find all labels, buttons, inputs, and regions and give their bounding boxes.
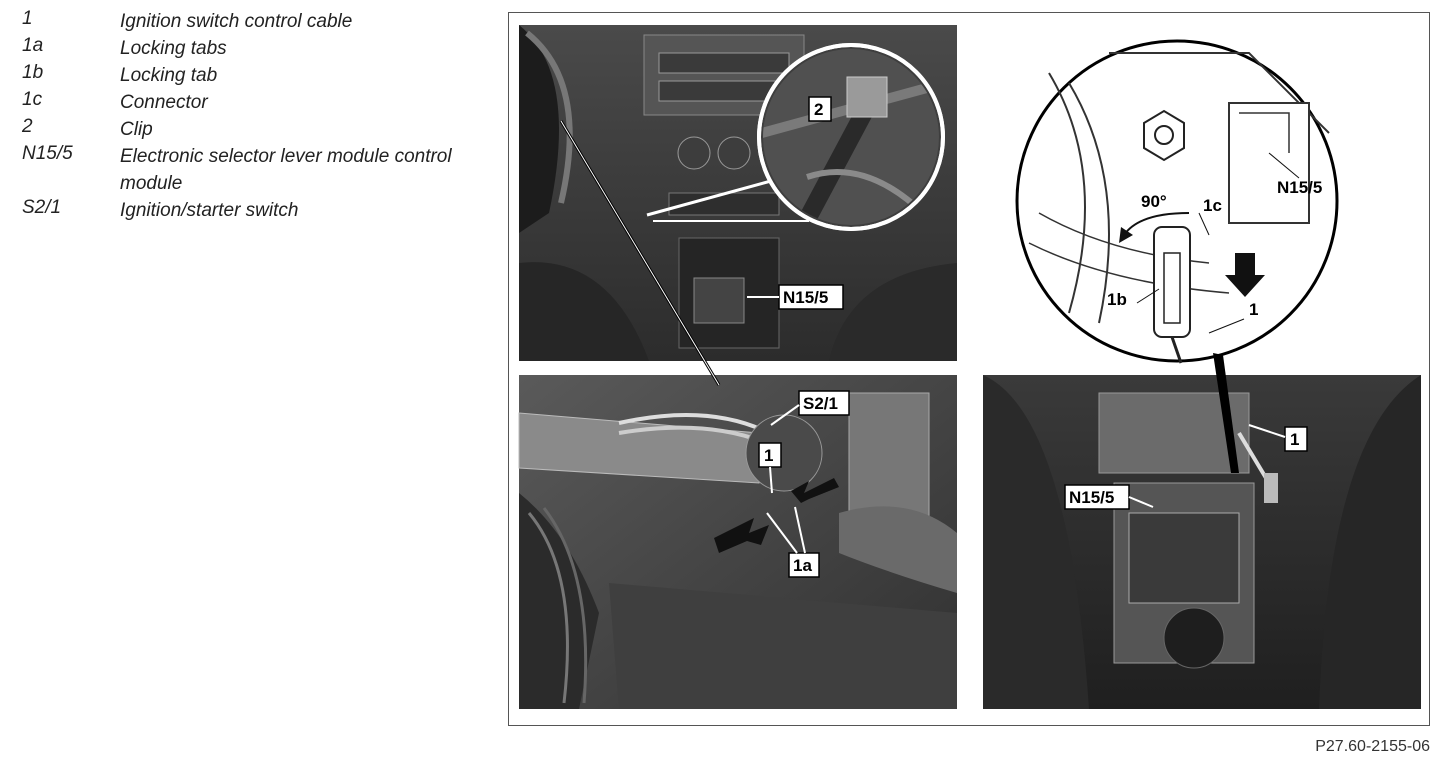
legend-desc: Connector [120, 92, 208, 113]
callout-inset-cable [1249, 300, 1258, 319]
legend-code: N15/5 [22, 143, 73, 164]
svg-text:1c: 1c [1203, 196, 1222, 215]
legend-desc: Clip [120, 119, 153, 140]
svg-text:1: 1 [1249, 300, 1259, 319]
svg-text:1b: 1b [1107, 290, 1127, 309]
schematic-inset [1017, 41, 1337, 363]
svg-text:1a: 1a [793, 556, 812, 575]
figure-frame [508, 12, 1430, 726]
legend-code: 1c [22, 89, 43, 110]
callout-top-left-clip [809, 97, 831, 121]
legend-desc: Electronic selector lever module control module [120, 146, 452, 194]
legend-code: 1a [22, 35, 44, 56]
legend-code: 2 [22, 116, 33, 137]
svg-text:N15/5: N15/5 [1069, 488, 1115, 507]
legend-desc: Ignition/starter switch [120, 200, 299, 221]
callout-inset-tab [1107, 290, 1127, 309]
svg-text:N15/5: N15/5 [1277, 178, 1323, 197]
svg-text:1: 1 [1290, 430, 1300, 449]
callout-inset-angle [1141, 192, 1167, 211]
callout-inset-module [1277, 178, 1322, 197]
legend-desc: Locking tabs [120, 38, 227, 59]
legend-code: S2/1 [22, 197, 62, 218]
photo-ignition-switch [519, 375, 957, 709]
svg-text:S2/1: S2/1 [803, 394, 838, 413]
svg-text:N15/5: N15/5 [783, 288, 829, 307]
svg-text:90°: 90° [1141, 192, 1167, 211]
photo-selector-module [983, 375, 1421, 709]
figure-illustration [509, 13, 1431, 727]
svg-text:1: 1 [764, 446, 774, 465]
legend-code: 1b [22, 62, 44, 83]
svg-text:2: 2 [814, 100, 824, 119]
legend-desc: Locking tab [120, 65, 218, 86]
legend-desc: Ignition switch control cable [120, 11, 353, 32]
callout-inset-connector [1203, 196, 1222, 215]
legend-code: 1 [22, 8, 33, 29]
figure-reference: P27.60-2155-06 [1315, 738, 1430, 755]
